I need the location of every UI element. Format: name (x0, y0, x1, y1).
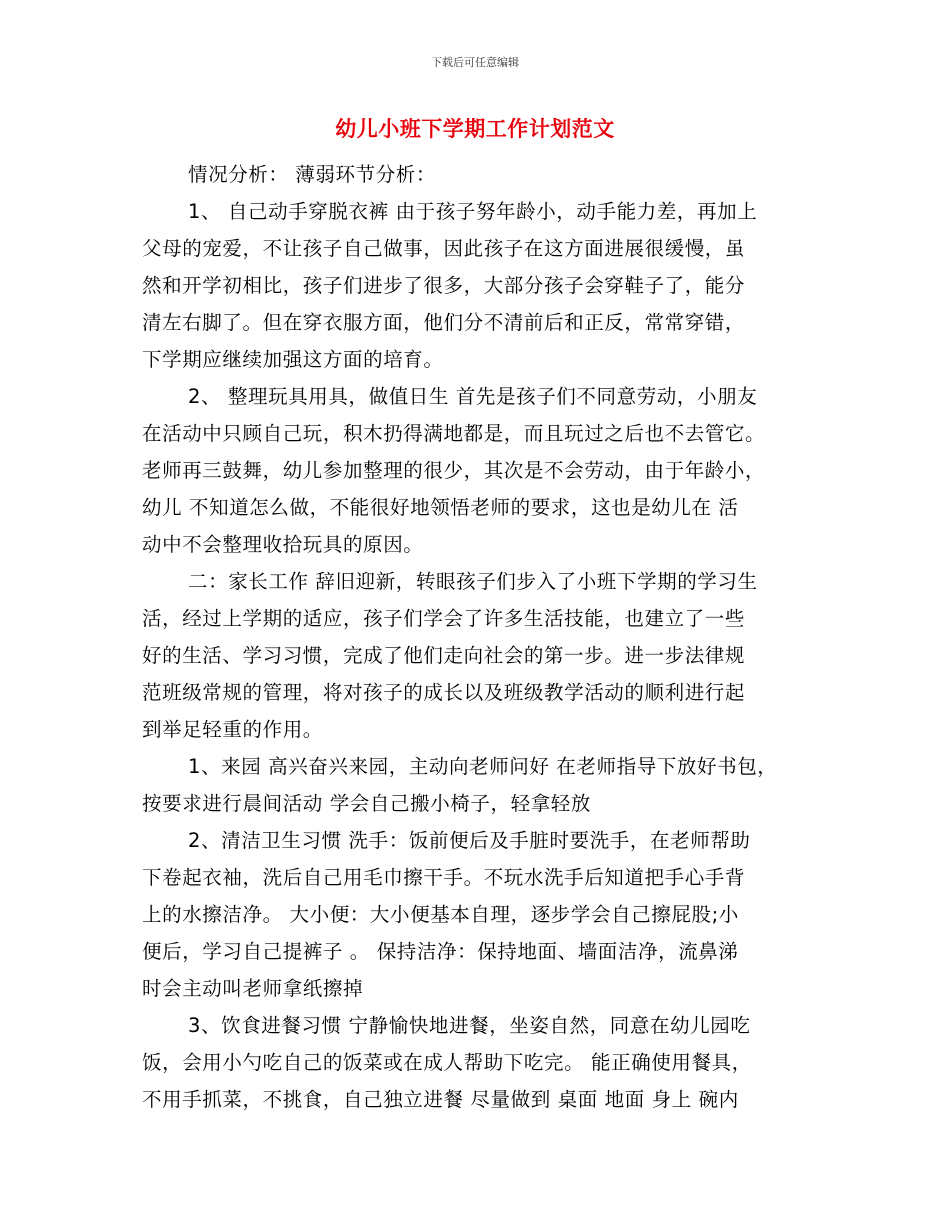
paragraph-line: 范班级常规的管理，将对孩子的成长以及班级教学活动的顺利进行起 (142, 681, 746, 704)
paragraph-line: 1、来园 高兴奋兴来园，主动向老师问好 在老师指导下放好书包， (188, 755, 778, 778)
paragraph-line: 到举足轻重的作用。 (142, 718, 323, 741)
paragraph-line: 情况分析： 薄弱环节分析： (188, 163, 436, 186)
paragraph-line: 时会主动叫老师拿纸擦掉 (142, 977, 364, 1000)
paragraph-line: 3、饮食进餐习惯 宁静愉快地进餐，坐姿自然，同意在幼儿园吃 (188, 1014, 751, 1037)
paragraph-line: 下学期应继续加强这方面的培育。 (142, 348, 444, 371)
paragraph-line: 不用手抓菜，不挑食，自己独立进餐 尽量做到 桌面 地面 身上 碗内 (142, 1088, 739, 1111)
paragraph-line: 在活动中只顾自己玩，积木扔得满地都是，而且玩过之后也不去管它。 (142, 422, 766, 445)
page-header-caption: 下载后可任意编辑 (431, 56, 519, 69)
document-title: 幼儿小班下学期工作计划范文 (335, 117, 615, 141)
paragraph-line: 动中不会整理收拾玩具的原因。 (142, 533, 424, 556)
paragraph-line: 饭，会用小勺吃自己的饭菜或在成人帮助下吃完。 能正确使用餐具， (142, 1051, 752, 1074)
paragraph-line: 清左右脚了。但在穿衣服方面，他们分不清前后和正反，常常穿错， (142, 311, 746, 334)
paragraph-line: 2、 整理玩具用具，做值日生 首先是孩子们不同意劳动，小朋友 (188, 385, 758, 408)
paragraph-line: 老师再三鼓舞，幼儿参加整理的很少，其次是不会劳动，由于年龄小， (142, 459, 766, 482)
paragraph-line: 好的生活、学习习惯，完成了他们走向社会的第一步。进一步法律规 (142, 644, 746, 667)
paragraph-line: 上的水擦洁净。 大小便：大小便基本自理，逐步学会自己擦屁股;小 (142, 903, 739, 926)
paragraph-line: 1、 自己动手穿脱衣裤 由于孩子努年龄小，动手能力差，再加上 (188, 200, 758, 223)
paragraph-line: 便后，学习自己提裤子 。 保持洁净：保持地面、墙面洁净，流鼻涕 (142, 940, 739, 963)
paragraph-line: 按要求进行晨间活动 学会自己搬小椅子，轻拿轻放 (142, 792, 591, 815)
paragraph-line: 活，经过上学期的适应，孩子们学会了许多生活技能，也建立了一些 (142, 607, 746, 630)
paragraph-line: 父母的宠爱，不让孩子自己做事，因此孩子在这方面进展很缓慢，虽 (142, 237, 746, 260)
paragraph-line: 2、清洁卫生习惯 洗手：饭前便后及手脏时要洗手，在老师帮助 (188, 829, 751, 852)
paragraph-line: 幼儿 不知道怎么做，不能很好地领悟老师的要求，这也是幼儿在 活 (142, 496, 739, 519)
paragraph-line: 下卷起衣袖，洗后自己用毛巾擦干手。不玩水洗手后知道把手心手背 (142, 866, 746, 889)
paragraph-line: 然和开学初相比，孩子们进步了很多，大部分孩子会穿鞋子了，能分 (142, 274, 746, 297)
paragraph-line: 二：家长工作 辞旧迎新，转眼孩子们步入了小班下学期的学习生 (188, 570, 758, 593)
